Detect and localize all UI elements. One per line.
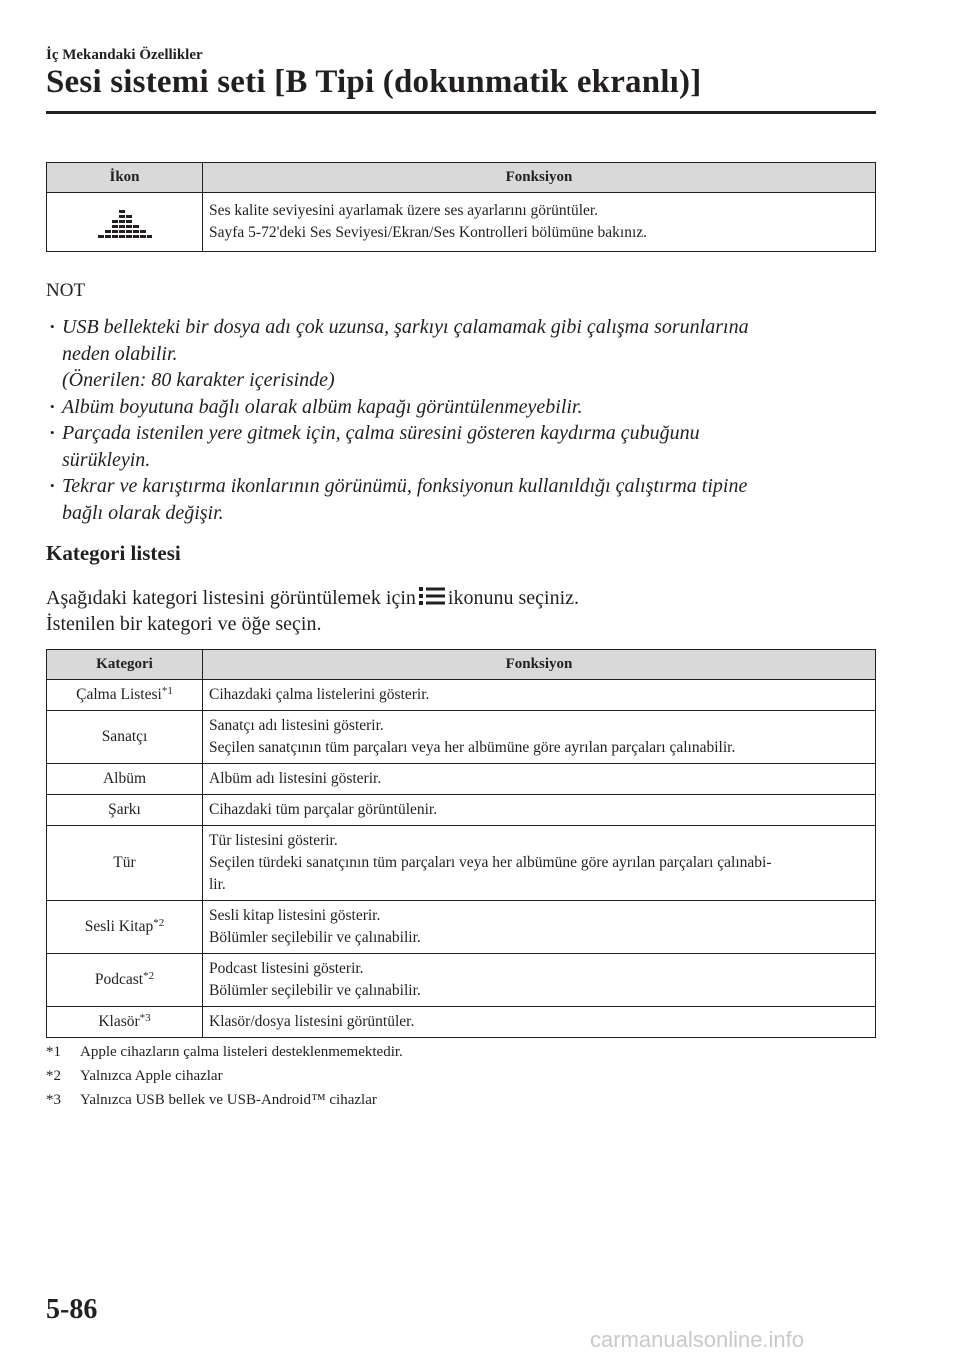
function-line: Sanatçı adı listesini gösterir. bbox=[209, 717, 384, 734]
equalizer-icon bbox=[98, 198, 152, 240]
category-name-cell bbox=[47, 795, 203, 826]
function-line: lir. bbox=[209, 876, 226, 893]
category-function-cell bbox=[203, 795, 876, 826]
function-line: Bölümler seçilebilir ve çalınabilir. bbox=[209, 929, 421, 946]
function-line: Albüm adı listesini gösterir. bbox=[209, 770, 382, 787]
category-name-cell bbox=[47, 764, 203, 795]
note-list bbox=[46, 314, 876, 526]
table-row bbox=[47, 795, 876, 826]
table-row bbox=[47, 901, 876, 954]
table-row bbox=[47, 680, 876, 711]
category-table bbox=[46, 649, 876, 1038]
function-line: Klasör/dosya listesini görüntüler. bbox=[209, 1013, 415, 1030]
table-row bbox=[47, 1007, 876, 1038]
category-name: Albüm bbox=[102, 770, 147, 787]
table-row bbox=[47, 711, 876, 764]
function-line: Seçilen sanatçının tüm parçaları veya her albümüne göre ayrılan parçaları çalınabilir. bbox=[209, 739, 736, 756]
footnote-reference: *2 bbox=[143, 970, 155, 982]
category-name-cell bbox=[47, 711, 203, 764]
category-instruction: İstenilen bir kategori ve öğe seçin. bbox=[46, 613, 322, 635]
function-line: Seçilen türdeki sanatçının tüm parçaları veya her albümüne göre ayrılan parçaları çalınabi- bbox=[209, 854, 772, 871]
note-line: • USB bellekteki bir dosya adı çok uzunsa, şarkıyı çalamamak gibi çalışma sorunlarına bbox=[62, 316, 749, 338]
footnote-mark: *1 bbox=[46, 1044, 61, 1060]
category-function-cell bbox=[203, 901, 876, 954]
category-function-cell bbox=[203, 954, 876, 1007]
note-item bbox=[46, 394, 876, 421]
icon-description-line: Sayfa 5-72'deki Ses Seviyesi/Ekran/Ses Kontrolleri bölümüne bakınız. bbox=[209, 224, 648, 241]
intro-text-before: Aşağıdaki kategori listesini görüntülemek için bbox=[46, 587, 416, 609]
table-row bbox=[47, 826, 876, 901]
footnote bbox=[46, 1064, 403, 1088]
category-name: Sanatçı bbox=[101, 728, 148, 745]
page-number: 5-86 bbox=[46, 1294, 98, 1325]
category-name-cell bbox=[47, 826, 203, 901]
footnotes bbox=[46, 1040, 403, 1112]
category-name-cell bbox=[47, 954, 203, 1007]
icon-description-line: Ses kalite seviyesini ayarlamak üzere ses ayarlarını görüntüler. bbox=[209, 202, 599, 219]
function-column-header: Fonksiyon bbox=[203, 163, 876, 193]
note-line: • Albüm boyutuna bağlı olarak albüm kapağı görüntülenmeyebilir. bbox=[62, 395, 583, 418]
page-title: Sesi sistemi seti [B Tipi (dokunmatik ekranlı)] bbox=[46, 64, 702, 100]
category-function-cell bbox=[203, 1007, 876, 1038]
footnote-reference: *1 bbox=[161, 685, 173, 697]
title-divider bbox=[46, 111, 876, 114]
note-line: neden olabilir. bbox=[62, 342, 178, 365]
category-column-header: Kategori bbox=[47, 650, 203, 680]
function-column-header: Fonksiyon bbox=[203, 650, 876, 680]
note-line: (Önerilen: 80 karakter içerisinde) bbox=[62, 369, 335, 391]
footnote-mark: *3 bbox=[46, 1092, 61, 1108]
footnote-reference: *2 bbox=[153, 917, 165, 929]
category-function-cell bbox=[203, 826, 876, 901]
section-label: İç Mekandaki Özellikler bbox=[46, 47, 203, 63]
footnote-reference: *3 bbox=[139, 1012, 151, 1024]
note-line: sürükleyin. bbox=[62, 448, 151, 471]
note-item bbox=[46, 314, 876, 394]
icon-table bbox=[46, 162, 876, 252]
category-heading: Kategori listesi bbox=[46, 541, 181, 565]
footnote-mark: *2 bbox=[46, 1068, 61, 1084]
category-name-cell bbox=[47, 1007, 203, 1038]
category-name: Çalma Listesi bbox=[76, 686, 162, 703]
category-name: Podcast bbox=[94, 971, 144, 988]
category-name: Şarkı bbox=[108, 801, 141, 818]
note-line: • Tekrar ve karıştırma ikonlarının görünümü, fonksiyonun kullanıldığı çalıştırma tipine bbox=[62, 475, 748, 497]
table-row bbox=[47, 764, 876, 795]
note-heading: NOT bbox=[46, 280, 86, 301]
category-function-cell bbox=[203, 764, 876, 795]
category-name: Tür bbox=[113, 854, 136, 871]
category-name-cell bbox=[47, 680, 203, 711]
category-function-cell bbox=[203, 711, 876, 764]
category-function-cell bbox=[203, 680, 876, 711]
icon-cell bbox=[47, 193, 203, 252]
function-line: Sesli kitap listesini gösterir. bbox=[209, 907, 381, 924]
category-name-cell bbox=[47, 901, 203, 954]
category-name: Sesli Kitap bbox=[84, 918, 154, 935]
footnote-text: Apple cihazların çalma listeleri desteklenmemektedir. bbox=[80, 1044, 403, 1060]
function-line: Cihazdaki tüm parçalar görüntülenir. bbox=[209, 801, 438, 818]
function-line: Cihazdaki çalma listelerini gösterir. bbox=[209, 686, 430, 703]
table-row bbox=[47, 193, 876, 252]
category-intro bbox=[46, 586, 579, 612]
list-icon bbox=[419, 586, 445, 612]
watermark[interactable]: carmanualsonline.info bbox=[590, 1327, 805, 1352]
function-line: Bölümler seçilebilir ve çalınabilir. bbox=[209, 982, 421, 999]
icon-description-cell bbox=[203, 193, 876, 252]
footnote-text: Yalnızca Apple cihazlar bbox=[80, 1068, 223, 1084]
footnote bbox=[46, 1088, 403, 1112]
note-line: bağlı olarak değişir. bbox=[62, 501, 224, 524]
function-line: Tür listesini gösterir. bbox=[209, 832, 338, 849]
category-name: Klasör bbox=[98, 1013, 140, 1030]
icon-column-header: İkon bbox=[47, 163, 203, 193]
table-row bbox=[47, 954, 876, 1007]
note-item bbox=[46, 473, 876, 526]
note-line: • Parçada istenilen yere gitmek için, çalma süresini gösteren kaydırma çubuğunu bbox=[62, 422, 700, 444]
footnote-text: Yalnızca USB bellek ve USB-Android™ cihazlar bbox=[80, 1092, 377, 1108]
function-line: Podcast listesini gösterir. bbox=[209, 960, 364, 977]
note-item bbox=[46, 420, 876, 473]
intro-text-after: ikonunu seçiniz. bbox=[447, 587, 580, 609]
footnote bbox=[46, 1040, 403, 1064]
